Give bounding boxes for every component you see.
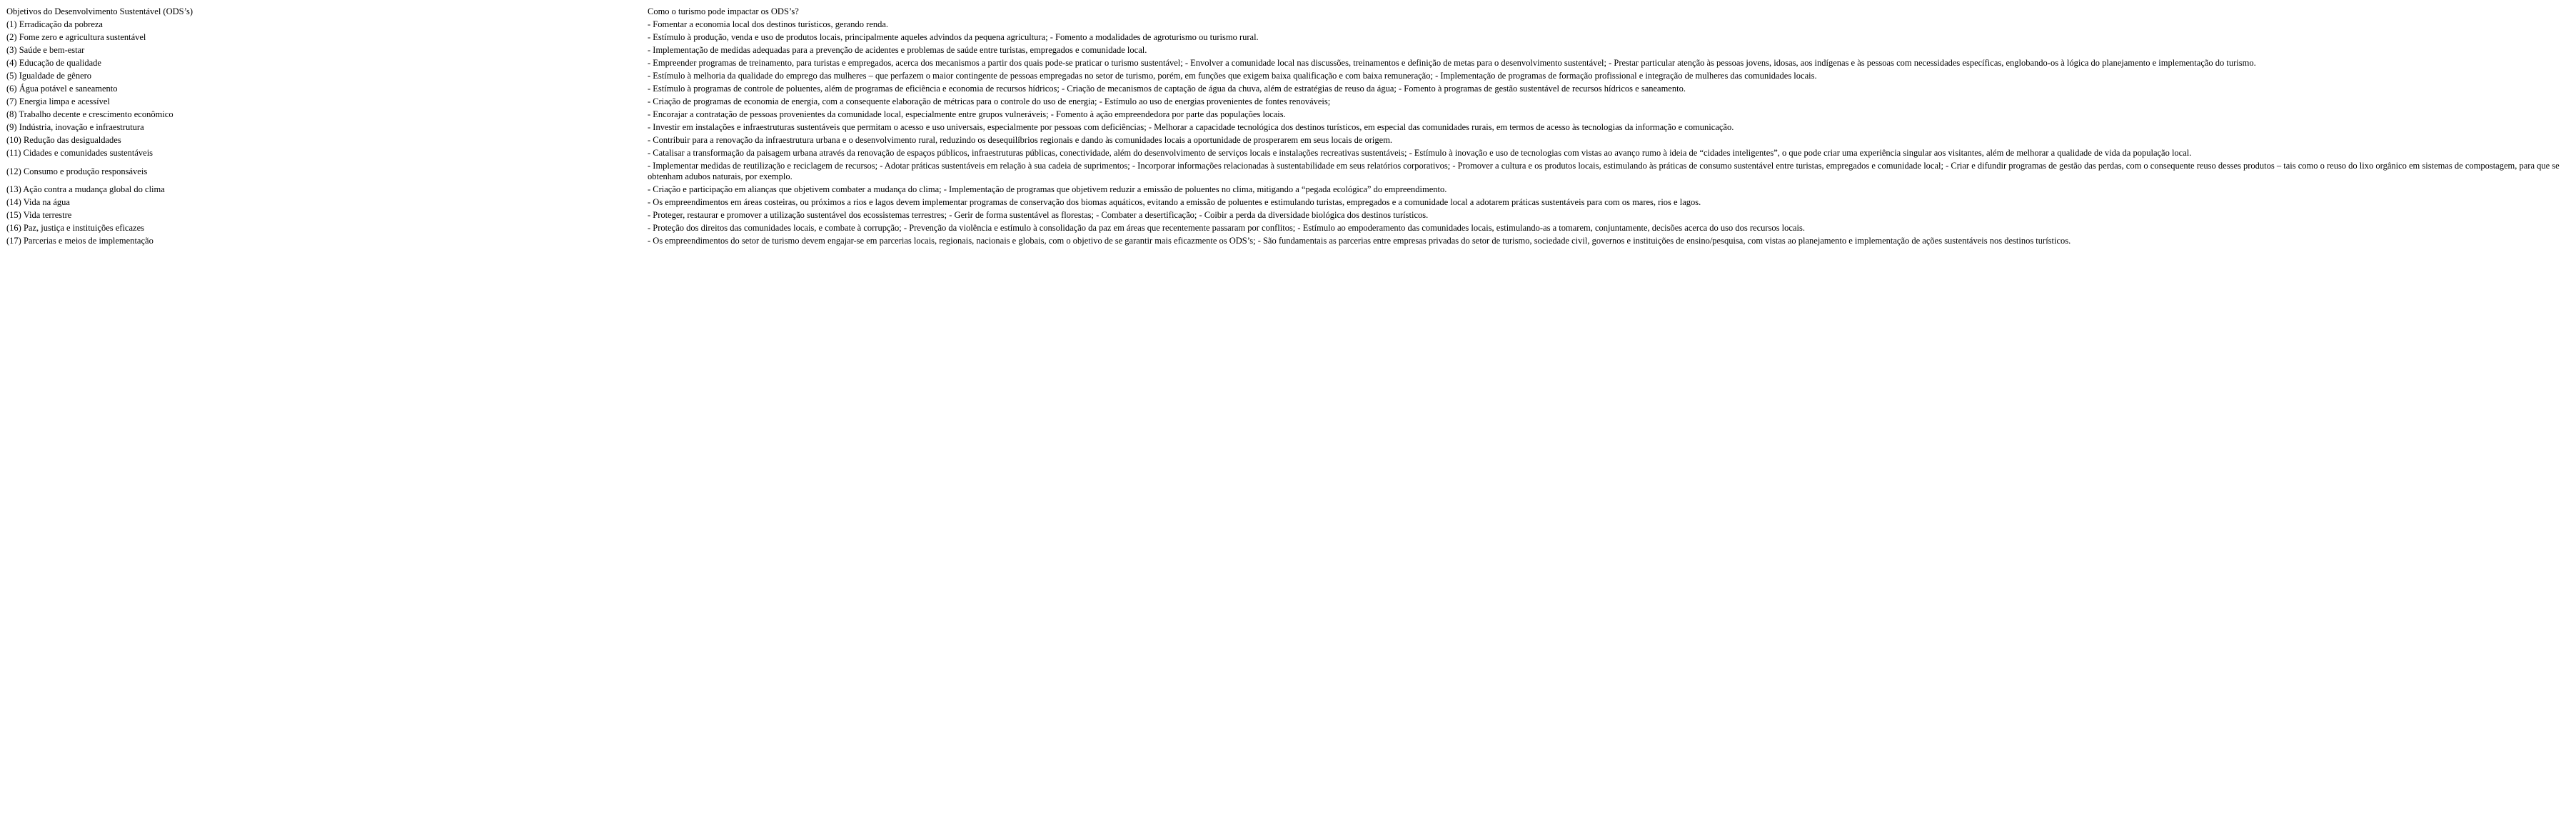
ods-name: (7) Energia limpa e acessível (6, 96, 110, 106)
ods-name: (14) Vida na água (6, 197, 70, 207)
table-row (6, 19, 2570, 31)
table-row (6, 134, 2570, 147)
table-row (6, 121, 2570, 134)
table-row (6, 184, 2570, 196)
ods-impact: - Os empreendimentos em áreas costeiras, ou próximos a rios e lagos devem implementar programas de conservação dos biomas aquáticos, evitando a emissão de poluentes e estimulando turistas, empregados e a comunidade local a adotarem práticas sustentáveis para com os mares, rios e lagos. (648, 197, 1701, 207)
ods-impact: - Implementação de medidas adequadas para a prevenção de acidentes e problemas de saúde entre turistas, empregados e comunidade local. (648, 45, 1147, 55)
ods-impact: - Os empreendimentos do setor de turismo devem engajar-se em parcerias locais, regionais, nacionais e globais, com o objetivo de se garantir mais eficazmente os ODS’s; - São fundamentais as parcerias entre empresas privadas do setor de turismo, sociedade civil, governos e instituições de ensino/pesquisa, com vistas ao planejamento e implementação de ações sustentáveis nos destinos turísticos. (648, 236, 2071, 246)
table-row (6, 209, 2570, 222)
table-row (6, 70, 2570, 83)
ods-name: (1) Erradicação da pobreza (6, 19, 103, 29)
ods-impact: - Empreender programas de treinamento, para turistas e empregados, acerca dos mecanismos a partir dos quais pode-se praticar o turismo sustentável; - Envolver a comunidade local nas discussões, treinamentos e definição de metas para o desenvolvimento sustentável; - Prestar particular atenção às pessoas jovens, idosas, aos indígenas e às pessoas com necessidades específicas, englobando-os à lógica do planejamento e implementação do turismo. (648, 58, 2256, 68)
ods-impact: - Criação e participação em alianças que objetivem combater a mudança do clima; - Implementação de programas que objetivem reduzir a emissão de poluentes no clima, mitigando a “pegada ecológica” do empreendimento. (648, 184, 1447, 194)
header-ods: Objetivos do Desenvolvimento Sustentável (ODS’s) (6, 6, 193, 16)
table-row (6, 147, 2570, 160)
ods-name: (10) Redução das desigualdades (6, 135, 121, 145)
ods-impact: - Implementar medidas de reutilização e reciclagem de recursos; - Adotar práticas sustentáveis em relação à sua cadeia de suprimentos; - Incorporar informações relacionadas à sustentabilidade em seus relatórios corporativos; - Promover a cultura e os produtos locais, estimulando às práticas de consumo sustentável entre turistas, empregados e comunidade local; - Criar e difundir programas de gestão das perdas, com o consequente reuso desses produtos – tais como o reuso do lixo orgânico em sistemas de compostagem, para que se obtenham adubos naturais, por exemplo. (648, 161, 2560, 181)
table-row (6, 222, 2570, 235)
table-row (6, 57, 2570, 70)
ods-tourism-table (6, 6, 2570, 248)
ods-impact: - Criação de programas de economia de energia, com a consequente elaboração de métricas para o controle do uso de energia; - Estímulo ao uso de energias provenientes de fontes renováveis; (648, 96, 1331, 106)
table-row (6, 31, 2570, 44)
ods-name: (3) Saúde e bem-estar (6, 45, 85, 55)
ods-name: (11) Cidades e comunidades sustentáveis (6, 148, 154, 158)
table-header-row (6, 6, 2570, 19)
ods-name: (15) Vida terrestre (6, 210, 72, 220)
ods-name: (9) Indústria, inovação e infraestrutura (6, 122, 144, 132)
ods-impact: - Proteger, restaurar e promover a utilização sustentável dos ecossistemas terrestres; - Gerir de forma sustentável as florestas; - Combater a desertificação; - Coibir a perda da diversidade biológica dos destinos turísticos. (648, 210, 1429, 220)
ods-impact: - Proteção dos direitos das comunidades locais, e combate à corrupção; - Prevenção da violência e estímulo à consolidação da paz em áreas que recentemente passaram por conflitos; - Estímulo ao empoderamento das comunidades locais, estimulando-as a tomarem, conjuntamente, decisões acerca do uso dos recursos locais. (648, 223, 1805, 233)
header-impact: Como o turismo pode impactar os ODS’s? (648, 6, 799, 16)
ods-tourism-sheet (6, 6, 2570, 248)
ods-impact: - Fomentar a economia local dos destinos turísticos, gerando renda. (648, 19, 889, 29)
ods-name: (12) Consumo e produção responsáveis (6, 166, 148, 176)
ods-name: (2) Fome zero e agricultura sustentável (6, 32, 146, 42)
table-row (6, 109, 2570, 121)
ods-impact: - Contribuir para a renovação da infraestrutura urbana e o desenvolvimento rural, reduzindo os desequilíbrios regionais e dando às comunidades locais a oportunidade de prosperarem em seus locais de origem. (648, 135, 1393, 145)
ods-impact: - Estímulo à programas de controle de poluentes, além de programas de eficiência e economia de recursos hídricos; - Criação de mecanismos de captação de água da chuva, além de estratégias de reuso da água; - Fomento à programas de gestão sustentável de recursos hídricos e saneamento. (648, 84, 1686, 94)
ods-impact: - Catalisar a transformação da paisagem urbana através da renovação de espaços públicos, infraestruturas públicas, conectividade, além do desenvolvimento de serviços locais e instalações recreativas sustentáveis; - Estímulo à inovação e uso de tecnologias com vistas ao avanço rumo à ideia de “cidades inteligentes”, o que pode criar uma experiência singular aos visitantes, além de melhorar a qualidade de vida da população local. (648, 148, 2192, 158)
ods-name: (13) Ação contra a mudança global do clima (6, 184, 165, 194)
table-row (6, 44, 2570, 57)
ods-impact: - Estímulo à produção, venda e uso de produtos locais, principalmente aqueles advindos da pequena agricultura; - Fomento a modalidades de agroturismo ou turismo rural. (648, 32, 1259, 42)
ods-name: (17) Parcerias e meios de implementação (6, 236, 154, 246)
ods-name: (8) Trabalho decente e crescimento econômico (6, 109, 173, 119)
ods-name: (16) Paz, justiça e instituições eficazes (6, 223, 144, 233)
ods-name: (5) Igualdade de gênero (6, 71, 92, 81)
table-row (6, 235, 2570, 248)
ods-impact: - Investir em instalações e infraestruturas sustentáveis que permitam o acesso e uso universais, especialmente por pessoas com deficiências; - Melhorar a capacidade tecnológica dos destinos turísticos, em especial das comunidades rurais, em termos de acesso às tecnologias da informação e comunicação. (648, 122, 1734, 132)
table-row (6, 196, 2570, 209)
ods-name: (6) Água potável e saneamento (6, 84, 118, 94)
table-row (6, 96, 2570, 109)
ods-impact: - Encorajar a contratação de pessoas provenientes da comunidade local, especialmente entre grupos vulneráveis; - Fomento à ação empreendedora por parte das populações locais. (648, 109, 1286, 119)
ods-name: (4) Educação de qualidade (6, 58, 101, 68)
ods-impact: - Estímulo à melhoria da qualidade do emprego das mulheres – que perfazem o maior contingente de pessoas empregadas no setor de turismo, porém, em funções que exigem baixa qualificação e com baixa remuneração; - Implementação de programas de formação profissional e integração de mulheres das comunidades locais. (648, 71, 1817, 81)
table-row (6, 83, 2570, 96)
table-row (6, 160, 2570, 184)
